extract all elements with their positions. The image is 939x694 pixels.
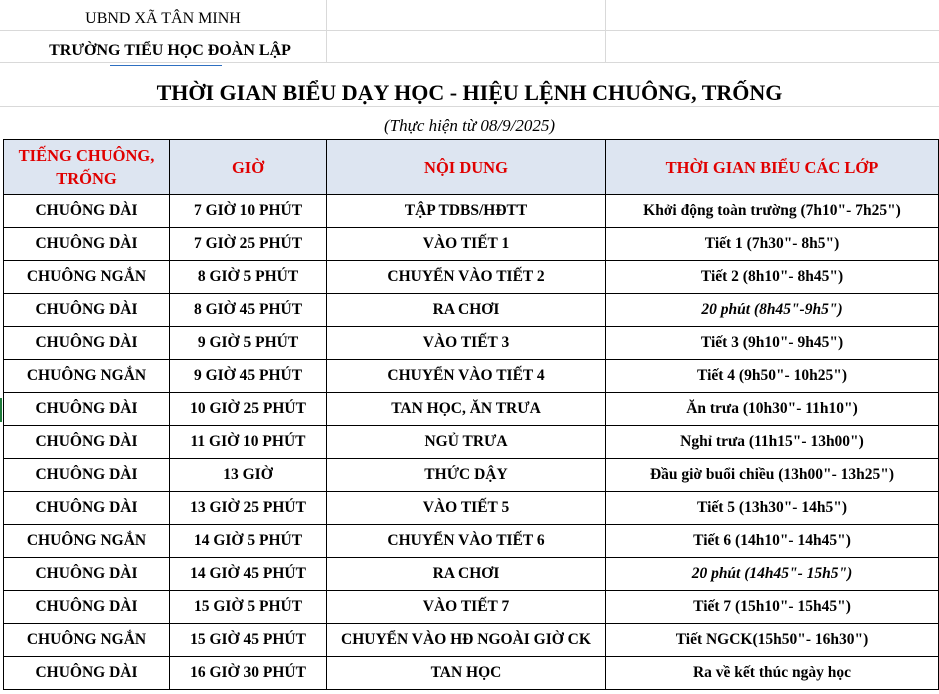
cell-class-schedule[interactable]: Đầu giờ buổi chiều (13h00"- 13h25") [606,459,939,492]
table-row [4,327,939,360]
gridline [0,106,939,107]
cell-bell[interactable]: CHUÔNG DÀI [4,591,170,624]
col-header-content[interactable]: NỘI DUNG [327,140,606,195]
cell-content[interactable]: NGỦ TRƯA [327,426,606,459]
cell-time[interactable]: 8 GIỜ 5 PHÚT [170,261,327,294]
cell-class-schedule[interactable]: Nghỉ trưa (11h15"- 13h00") [606,426,939,459]
cell-class-schedule[interactable]: Tiết 5 (13h30"- 14h5") [606,492,939,525]
table-row [4,459,939,492]
cell-time[interactable]: 14 GIỜ 5 PHÚT [170,525,327,558]
table-row [4,195,939,228]
cell-class-schedule[interactable]: Khởi động toàn trường (7h10"- 7h25") [606,195,939,228]
cell-content[interactable]: VÀO TIẾT 3 [327,327,606,360]
cell-content[interactable]: RA CHƠI [327,558,606,591]
cell-content[interactable]: RA CHƠI [327,294,606,327]
cell-content[interactable]: VÀO TIẾT 5 [327,492,606,525]
table-row [4,360,939,393]
table-row [4,261,939,294]
cell-bell[interactable]: CHUÔNG NGẮN [4,360,170,393]
col-header-bell[interactable]: TIẾNG CHUÔNG, TRỐNG [4,140,170,195]
cell-time[interactable]: 14 GIỜ 45 PHÚT [170,558,327,591]
cell-time[interactable]: 11 GIỜ 10 PHÚT [170,426,327,459]
cell-bell[interactable]: CHUÔNG DÀI [4,459,170,492]
cell-class-schedule[interactable]: Tiết NGCK(15h50"- 16h30") [606,624,939,657]
cell-class-schedule[interactable]: Tiết 1 (7h30"- 8h5") [606,228,939,261]
org-name: UBND XÃ TÂN MINH [85,10,241,27]
col-header-class-schedule[interactable]: THỜI GIAN BIỂU CÁC LỚP [606,140,939,195]
table-row [4,393,939,426]
table-row [4,525,939,558]
cell-time[interactable]: 13 GIỜ 25 PHÚT [170,492,327,525]
cell-content[interactable]: VÀO TIẾT 1 [327,228,606,261]
cell-time[interactable]: 15 GIỜ 45 PHÚT [170,624,327,657]
cell-content[interactable]: CHUYỂN VÀO HĐ NGOÀI GIỜ CK [327,624,606,657]
cell-bell[interactable]: CHUÔNG DÀI [4,657,170,690]
cell-class-schedule[interactable]: Tiết 2 (8h10"- 8h45") [606,261,939,294]
cell-content[interactable]: VÀO TIẾT 7 [327,591,606,624]
cell-bell[interactable]: CHUÔNG NGẮN [4,624,170,657]
cell-bell[interactable]: CHUÔNG DÀI [4,294,170,327]
cell-content[interactable]: CHUYỂN VÀO TIẾT 6 [327,525,606,558]
col-header-time[interactable]: GIỜ [170,140,327,195]
cell-bell[interactable]: CHUÔNG DÀI [4,195,170,228]
school-name-text: TRƯỜNG TIỂU HỌC ĐOÀN LẬP [49,42,291,59]
cell-bell[interactable]: CHUÔNG DÀI [4,558,170,591]
gridline [605,0,606,62]
cell-bell[interactable]: CHUÔNG NGẮN [4,525,170,558]
cell-bell[interactable]: CHUÔNG DÀI [4,492,170,525]
cell-class-schedule[interactable]: Ăn trưa (10h30"- 11h10") [606,393,939,426]
row-indicator [0,398,2,422]
cell-class-schedule[interactable]: Ra về kết thúc ngày học [606,657,939,690]
table-row [4,558,939,591]
cell-time[interactable]: 9 GIỜ 45 PHÚT [170,360,327,393]
cell-class-schedule[interactable]: 20 phút (8h45"-9h5") [606,294,939,327]
cell-content[interactable]: TẬP TDBS/HĐTT [327,195,606,228]
table-header [4,140,939,195]
page-title: THỜI GIAN BIỂU DẠY HỌC - HIỆU LỆNH CHUÔNG, TRỐNG [156,80,783,105]
gridline [0,30,939,31]
cell-content[interactable]: THỨC DẬY [327,459,606,492]
cell-time[interactable]: 15 GIỜ 5 PHÚT [170,591,327,624]
cell-content[interactable]: TAN HỌC [327,657,606,690]
cell-class-schedule[interactable]: Tiết 3 (9h10"- 9h45") [606,327,939,360]
cell-time[interactable]: 16 GIỜ 30 PHÚT [170,657,327,690]
table-row [4,624,939,657]
cell-class-schedule[interactable]: Tiết 6 (14h10"- 14h45") [606,525,939,558]
page-subtitle: (Thực hiện từ 08/9/2025) [383,116,556,135]
cell-bell[interactable]: CHUÔNG DÀI [4,426,170,459]
cell-time[interactable]: 13 GIỜ [170,459,327,492]
cell-time[interactable]: 7 GIỜ 25 PHÚT [170,228,327,261]
cell-time[interactable]: 9 GIỜ 5 PHÚT [170,327,327,360]
cell-time[interactable]: 7 GIỜ 10 PHÚT [170,195,327,228]
cell-class-schedule[interactable]: Tiết 4 (9h50"- 10h25") [606,360,939,393]
cell-content[interactable]: CHUYỂN VÀO TIẾT 2 [327,261,606,294]
cell-time[interactable]: 10 GIỜ 25 PHÚT [170,393,327,426]
table-body [4,195,939,690]
cell-content[interactable]: CHUYỂN VÀO TIẾT 4 [327,360,606,393]
school-underline [110,65,222,66]
cell-bell[interactable]: CHUÔNG NGẮN [4,261,170,294]
cell-class-schedule[interactable]: 20 phút (14h45"- 15h5") [606,558,939,591]
cell-time[interactable]: 8 GIỜ 45 PHÚT [170,294,327,327]
cell-bell[interactable]: CHUÔNG DÀI [4,393,170,426]
cell-bell[interactable]: CHUÔNG DÀI [4,327,170,360]
table-row [4,426,939,459]
table-row [4,657,939,690]
school-name [0,42,340,60]
cell-class-schedule[interactable]: Tiết 7 (15h10"- 15h45") [606,591,939,624]
table-row [4,591,939,624]
table-row [4,228,939,261]
cell-content[interactable]: TAN HỌC, ĂN TRƯA [327,393,606,426]
schedule-table [3,139,939,690]
cell-bell[interactable]: CHUÔNG DÀI [4,228,170,261]
header-row [4,140,939,195]
table-row [4,294,939,327]
table-row [4,492,939,525]
gridline [0,62,939,63]
